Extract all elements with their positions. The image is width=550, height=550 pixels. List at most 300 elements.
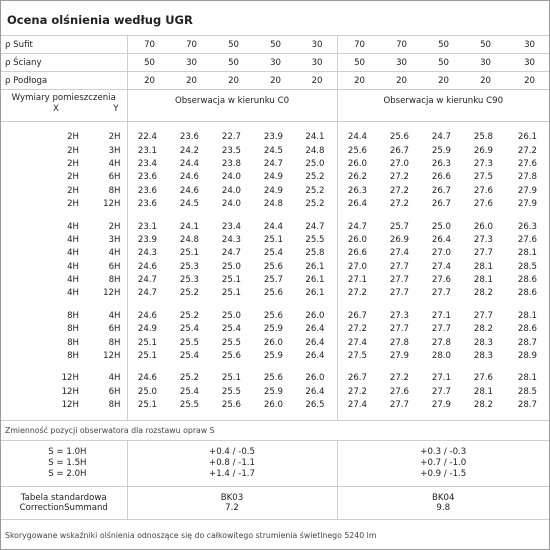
ugr-value: 23.1: [127, 220, 169, 233]
ugr-value: 25.4: [179, 324, 199, 335]
ugr-value: 24.7: [337, 220, 379, 233]
spacer-cell: [1, 300, 127, 309]
spacer-cell: [127, 122, 337, 131]
ugr-value: 26.6: [431, 172, 451, 183]
reflectance-value: 20: [211, 72, 253, 90]
room-y: 6H: [108, 386, 121, 397]
ugr-row: [1, 233, 549, 246]
reflectance-value: 20: [295, 72, 337, 90]
ugr-value: 22.7: [221, 132, 241, 143]
column-header-row: [1, 90, 549, 122]
ugr-value: 25.1: [127, 336, 169, 349]
ugr-value: 24.6: [127, 309, 169, 322]
ugr-value: 24.7: [221, 248, 241, 259]
ugr-value: 26.0: [337, 157, 379, 170]
ugr-value: 26.6: [337, 247, 379, 260]
reflectance-label: ρ Sufit: [1, 36, 127, 54]
ugr-value: 23.6: [127, 171, 169, 184]
ugr-value: 27.6: [473, 373, 493, 384]
spacing-label: S = 2.0H: [48, 469, 87, 480]
ugr-value: 25.1: [221, 275, 241, 286]
ugr-value: 26.1: [305, 288, 325, 299]
room-x: 4H: [67, 261, 79, 272]
ugr-value: 26.4: [337, 197, 379, 210]
ugr-value: 27.0: [389, 158, 409, 169]
spacer-cell: [127, 300, 337, 309]
ugr-value: 25.2: [305, 172, 325, 183]
ugr-value: 24.3: [221, 234, 241, 245]
x-label: X: [53, 104, 59, 114]
room-y: 3H: [108, 145, 121, 156]
ugr-value: 25.3: [179, 261, 199, 272]
y-label: Y: [113, 104, 119, 114]
ugr-value: 27.2: [337, 287, 379, 300]
ugr-value: 22.4: [127, 131, 169, 144]
ugr-value: 27.2: [337, 385, 379, 398]
ugr-value: 28.2: [473, 400, 493, 411]
reflectance-value: 70: [337, 36, 379, 54]
ugr-value: 25.9: [263, 324, 283, 335]
spacing-row: [1, 458, 549, 469]
reflectance-row: [1, 72, 549, 90]
room-x: 8H: [67, 324, 79, 335]
ugr-value: 27.9: [431, 400, 451, 411]
room-y: 4H: [108, 158, 121, 169]
ugr-row: [1, 184, 549, 197]
ugr-value: 25.2: [179, 288, 199, 299]
room-x: 12H: [61, 400, 79, 411]
reflectance-value: 30: [379, 54, 421, 72]
ugr-value: 28.2: [473, 324, 493, 335]
spacer-cell: [337, 412, 549, 421]
ugr-value: 25.6: [263, 261, 283, 272]
group-spacer: [1, 122, 549, 131]
spacing-c0: +0.8 / -1.1: [127, 458, 337, 469]
reflectance-value: 70: [127, 36, 169, 54]
ugr-value: 27.7: [389, 400, 409, 411]
reflectance-value: 20: [127, 72, 169, 90]
ugr-row: [1, 131, 549, 144]
ugr-value: 24.9: [263, 172, 283, 183]
ugr-value: 26.0: [263, 400, 283, 411]
room-x: 4H: [67, 221, 79, 232]
ugr-row: [1, 247, 549, 260]
ugr-value: 26.3: [431, 158, 451, 169]
ugr-row: [1, 157, 549, 170]
ugr-value: 23.9: [263, 132, 283, 143]
ugr-value: 24.8: [179, 234, 199, 245]
ugr-value: 26.3: [337, 184, 379, 197]
ugr-value: 27.7: [431, 386, 451, 397]
ugr-value: 26.0: [305, 373, 325, 384]
ugr-value: 25.6: [221, 351, 241, 362]
room-x: 12H: [61, 373, 79, 384]
ugr-value: 26.9: [473, 145, 493, 156]
ugr-value: 25.1: [221, 288, 241, 299]
ugr-value: 23.4: [127, 157, 169, 170]
ugr-value: 23.6: [179, 132, 199, 143]
standard-c90: 9.8: [337, 503, 549, 520]
ugr-value: 25.3: [179, 275, 199, 286]
reflectance-value: 20: [421, 72, 463, 90]
ugr-value: 28.9: [517, 351, 537, 362]
ugr-value: 24.4: [337, 131, 379, 144]
obs-c90-header: Obserwacja w kierunku C90: [337, 90, 549, 122]
ugr-value: 24.6: [127, 260, 169, 273]
variation-note: Zmienność pozycji obserwatora dla rozstawu opraw S: [1, 421, 549, 441]
ugr-value: 27.3: [473, 234, 493, 245]
spacer-cell: [337, 363, 549, 372]
ugr-row: [1, 323, 549, 336]
reflectance-value: 20: [505, 72, 549, 90]
ugr-value: 27.5: [473, 172, 493, 183]
ugr-value: 28.5: [517, 386, 537, 397]
ugr-value: 24.6: [179, 172, 199, 183]
ugr-value: 25.2: [179, 310, 199, 321]
ugr-row: [1, 336, 549, 349]
ugr-value: 27.8: [389, 337, 409, 348]
ugr-value: 27.2: [337, 323, 379, 336]
ugr-value: 25.6: [337, 144, 379, 157]
room-y: 12H: [103, 288, 121, 299]
ugr-value: 25.4: [221, 324, 241, 335]
room-x: 2H: [67, 185, 79, 196]
spacing-c90: +0.3 / -0.3: [337, 441, 549, 459]
room-x: 4H: [67, 288, 79, 299]
ugr-value: 28.1: [473, 386, 493, 397]
ugr-value: 25.1: [127, 349, 169, 362]
group-spacer: [1, 412, 549, 421]
ugr-value: 27.7: [389, 324, 409, 335]
standard-row: [1, 503, 549, 520]
spacing-c90: +0.7 / -1.0: [337, 458, 549, 469]
ugr-value: 27.7: [473, 248, 493, 259]
ugr-value: 24.1: [179, 221, 199, 232]
ugr-value: 26.7: [337, 309, 379, 322]
ugr-value: 27.4: [337, 336, 379, 349]
spacer-cell: [1, 412, 127, 421]
reflectance-value: 50: [337, 54, 379, 72]
standard-c0: 7.2: [127, 503, 337, 520]
spacing-row: [1, 469, 549, 487]
ugr-value: 24.7: [431, 132, 451, 143]
ugr-value: 25.5: [221, 337, 241, 348]
ugr-row: [1, 171, 549, 184]
ugr-value: 24.4: [179, 158, 199, 169]
obs-c0-header: Obserwacja w kierunku C0: [127, 90, 337, 122]
reflectance-label: ρ Ściany: [1, 54, 127, 72]
ugr-value: 26.4: [305, 386, 325, 397]
ugr-value: 26.3: [517, 221, 537, 232]
ugr-value: 24.5: [179, 199, 199, 210]
ugr-value: 27.7: [473, 310, 493, 321]
group-spacer: [1, 363, 549, 372]
ugr-value: 25.6: [263, 288, 283, 299]
spacer-cell: [127, 363, 337, 372]
ugr-value: 28.7: [517, 337, 537, 348]
ugr-value: 24.9: [263, 185, 283, 196]
reflectance-value: 20: [253, 72, 295, 90]
ugr-value: 28.6: [517, 324, 537, 335]
spacer-cell: [127, 211, 337, 220]
spacer-cell: [1, 122, 127, 131]
ugr-value: 24.8: [305, 145, 325, 156]
spacer-cell: [127, 412, 337, 421]
standard-label: CorrectionSummand: [19, 503, 108, 514]
ugr-value: 23.6: [127, 197, 169, 210]
ugr-row: [1, 197, 549, 210]
ugr-value: 27.1: [431, 373, 451, 384]
ugr-value: 25.0: [221, 310, 241, 321]
ugr-value: 24.1: [305, 132, 325, 143]
spacer-cell: [337, 300, 549, 309]
room-y: 2H: [108, 132, 121, 143]
ugr-value: 25.9: [263, 351, 283, 362]
ugr-row: [1, 309, 549, 322]
ugr-row: [1, 399, 549, 412]
ugr-value: 27.9: [389, 351, 409, 362]
reflectance-value: 50: [253, 36, 295, 54]
ugr-value: 25.9: [431, 145, 451, 156]
spacing-c0: +1.4 / -1.7: [127, 469, 337, 487]
ugr-row: [1, 273, 549, 286]
ugr-value: 26.7: [337, 372, 379, 385]
spacing-c90: +0.9 / -1.5: [337, 469, 549, 487]
ugr-value: 25.0: [431, 221, 451, 232]
ugr-value: 24.0: [221, 172, 241, 183]
reflectance-value: 30: [295, 54, 337, 72]
ugr-value: 27.4: [431, 261, 451, 272]
reflectance-value: 50: [211, 54, 253, 72]
ugr-value: 24.5: [263, 145, 283, 156]
room-y: 4H: [108, 310, 121, 321]
ugr-value: 27.7: [431, 288, 451, 299]
ugr-value: 26.1: [517, 132, 537, 143]
ugr-value: 25.8: [305, 248, 325, 259]
ugr-value: 27.0: [431, 248, 451, 259]
reflectance-value: 30: [253, 54, 295, 72]
room-x: 2H: [67, 145, 79, 156]
ugr-value: 27.1: [431, 310, 451, 321]
ugr-value: 27.6: [473, 185, 493, 196]
ugr-value: 25.2: [305, 185, 325, 196]
ugr-value: 28.1: [517, 248, 537, 259]
ugr-value: 23.4: [221, 221, 241, 232]
ugr-value: 27.0: [337, 260, 379, 273]
ugr-value: 27.3: [389, 310, 409, 321]
ugr-value: 23.8: [221, 158, 241, 169]
reflectance-row: [1, 54, 549, 72]
ugr-value: 23.5: [221, 145, 241, 156]
ugr-value: 26.0: [337, 233, 379, 246]
reflectance-value: 30: [169, 54, 211, 72]
ugr-value: 28.0: [431, 351, 451, 362]
ugr-value: 25.1: [221, 373, 241, 384]
ugr-value: 28.1: [473, 275, 493, 286]
ugr-value: 27.5: [337, 349, 379, 362]
ugr-value: 28.1: [517, 310, 537, 321]
ugr-value: 25.1: [127, 399, 169, 412]
reflectance-value: 50: [211, 36, 253, 54]
ugr-value: 25.6: [221, 400, 241, 411]
reflectance-value: 30: [463, 54, 505, 72]
reflectance-value: 20: [379, 72, 421, 90]
ugr-value: 26.0: [305, 310, 325, 321]
ugr-value: 25.0: [127, 385, 169, 398]
ugr-value: 26.4: [305, 337, 325, 348]
room-x: 2H: [67, 158, 79, 169]
spacer-cell: [337, 122, 549, 131]
reflectance-value: 70: [169, 36, 211, 54]
room-y: 8H: [108, 337, 121, 348]
ugr-value: 25.2: [179, 373, 199, 384]
room-x: 2H: [67, 172, 79, 183]
page-title: Ocena olśnienia według UGR: [7, 13, 193, 27]
ugr-value: 25.6: [389, 132, 409, 143]
ugr-value: 27.2: [389, 373, 409, 384]
ugr-value: 24.6: [127, 372, 169, 385]
reflectance-value: 50: [127, 54, 169, 72]
ugr-value: 28.6: [517, 288, 537, 299]
spacer-cell: [1, 211, 127, 220]
ugr-value: 27.2: [517, 145, 537, 156]
ugr-value: 23.9: [127, 233, 169, 246]
ugr-value: 25.6: [263, 310, 283, 321]
room-x: 12H: [61, 386, 79, 397]
ugr-value: 26.5: [305, 400, 325, 411]
room-y: 4H: [108, 248, 121, 259]
ugr-value: 27.4: [389, 248, 409, 259]
ugr-value: 25.8: [473, 132, 493, 143]
reflectance-value: 20: [169, 72, 211, 90]
ugr-value: 25.5: [305, 234, 325, 245]
ugr-row: [1, 287, 549, 300]
ugr-value: 25.4: [263, 248, 283, 259]
room-y: 8H: [108, 400, 121, 411]
reflectance-row: [1, 36, 549, 54]
ugr-value: 25.9: [263, 386, 283, 397]
room-x: 8H: [67, 337, 79, 348]
ugr-value: 27.1: [337, 273, 379, 286]
standard-label: Tabela standardowa: [1, 487, 127, 504]
reflectance-value: 50: [463, 36, 505, 54]
room-dims-label: Wymiary pomieszczenia: [11, 93, 116, 103]
ugr-value: 26.7: [389, 145, 409, 156]
ugr-value: 27.6: [431, 275, 451, 286]
reflectance-value: 50: [421, 54, 463, 72]
room-x: 2H: [67, 199, 79, 210]
ugr-value: 25.1: [263, 234, 283, 245]
room-y: 12H: [103, 351, 121, 362]
ugr-value: 25.2: [305, 199, 325, 210]
reflectance-value: 20: [337, 72, 379, 90]
room-y: 6H: [108, 324, 121, 335]
ugr-value: 28.7: [517, 400, 537, 411]
reflectance-label: ρ Podłoga: [1, 72, 127, 90]
ugr-value: 25.6: [263, 373, 283, 384]
ugr-value: 26.0: [263, 337, 283, 348]
ugr-value: 25.4: [179, 386, 199, 397]
ugr-value: 24.9: [127, 323, 169, 336]
room-x: 8H: [67, 351, 79, 362]
ugr-value: 25.1: [179, 248, 199, 259]
ugr-value: 27.7: [431, 324, 451, 335]
footnote: Skorygowane wskaźniki olśnienia odnoszące się do całkowitego strumienia świetlnego 5240 lm: [1, 520, 549, 550]
ugr-value: 27.2: [389, 172, 409, 183]
ugr-value: 24.8: [263, 199, 283, 210]
ugr-value: 25.4: [179, 351, 199, 362]
ugr-value: 25.5: [179, 337, 199, 348]
room-x: 4H: [67, 234, 79, 245]
reflectance-value: 30: [505, 54, 549, 72]
ugr-value: 24.7: [127, 273, 169, 286]
ugr-value: 25.7: [389, 221, 409, 232]
spacer-cell: [1, 363, 127, 372]
ugr-value: 25.5: [179, 400, 199, 411]
room-y: 2H: [108, 221, 121, 232]
ugr-value: 24.0: [221, 185, 241, 196]
ugr-value: 27.6: [389, 386, 409, 397]
room-x: 4H: [67, 248, 79, 259]
room-dims-header: [1, 90, 127, 122]
ugr-value: 26.9: [389, 234, 409, 245]
ugr-value: 25.5: [221, 386, 241, 397]
ugr-value: 26.4: [431, 234, 451, 245]
ugr-value: 27.6: [517, 234, 537, 245]
ugr-value: 28.1: [517, 373, 537, 384]
ugr-value: 27.6: [473, 199, 493, 210]
ugr-value: 26.0: [473, 221, 493, 232]
room-x: 4H: [67, 275, 79, 286]
standard-c0: BK03: [127, 487, 337, 504]
group-spacer: [1, 211, 549, 220]
ugr-value: 27.7: [389, 261, 409, 272]
reflectance-value: 30: [295, 36, 337, 54]
ugr-value: 24.6: [179, 185, 199, 196]
spacing-row: [1, 441, 549, 459]
ugr-value: 28.3: [473, 337, 493, 348]
standard-row: [1, 487, 549, 504]
reflectance-value: 50: [421, 36, 463, 54]
spacing-label: S = 1.5H: [48, 458, 87, 469]
room-y: 6H: [108, 172, 121, 183]
ugr-value: 26.4: [305, 324, 325, 335]
ugr-value: 24.4: [263, 221, 283, 232]
ugr-value: 28.1: [473, 261, 493, 272]
spacer-cell: [337, 211, 549, 220]
ugr-table: [1, 35, 549, 550]
reflectance-value: 30: [505, 36, 549, 54]
ugr-row: [1, 349, 549, 362]
ugr-value: 26.7: [431, 199, 451, 210]
ugr-row: [1, 372, 549, 385]
ugr-value: 27.9: [517, 199, 537, 210]
ugr-row: [1, 385, 549, 398]
ugr-value: 23.6: [127, 184, 169, 197]
room-y: 8H: [108, 185, 121, 196]
ugr-value: 28.6: [517, 275, 537, 286]
ugr-value: 28.3: [473, 351, 493, 362]
ugr-value: 24.7: [305, 221, 325, 232]
room-y: 6H: [108, 261, 121, 272]
ugr-row: [1, 220, 549, 233]
ugr-value: 27.2: [389, 199, 409, 210]
reflectance-value: 20: [463, 72, 505, 90]
ugr-value: 26.1: [305, 275, 325, 286]
ugr-value: 24.3: [127, 247, 169, 260]
ugr-value: 23.1: [127, 144, 169, 157]
group-spacer: [1, 300, 549, 309]
